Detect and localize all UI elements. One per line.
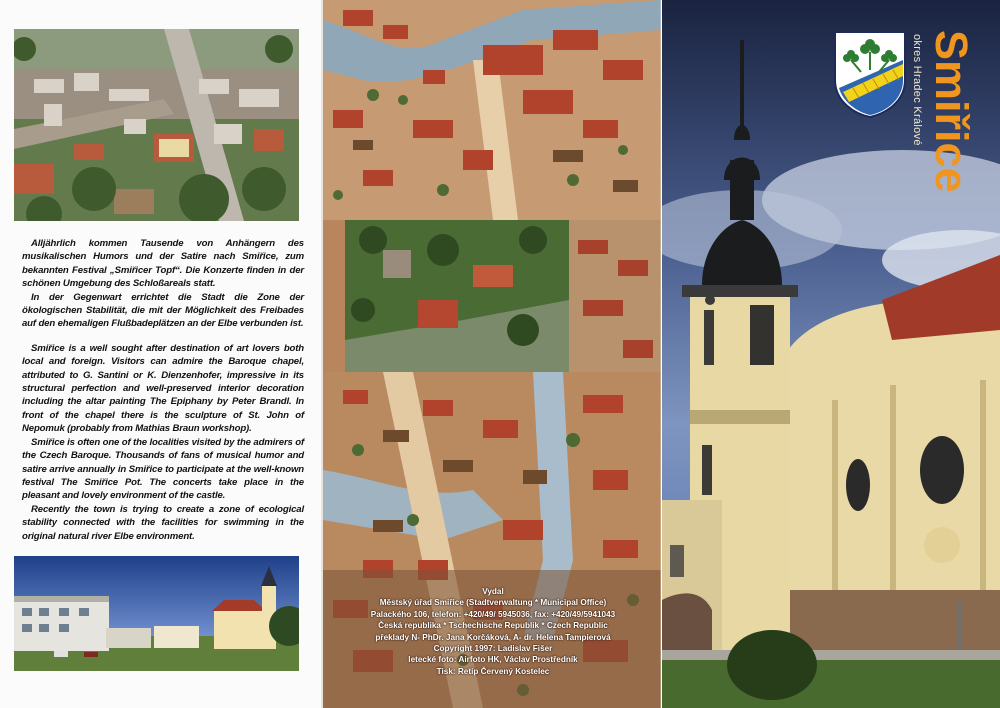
title-text: Smiřice — [926, 30, 977, 193]
en-paragraph-2: Smiřice is often one of the localities visited by the admirers of the Czech Baroque. Thousands of fans of musical humor and satire arrive annually in Smiřice to participate at the well-known festival The Smiřice Pot. The concerts take place in the pleasant and lovely environment of the castle. — [22, 436, 304, 502]
left-panel — [0, 0, 322, 708]
street-photo — [14, 556, 299, 671]
description-text — [22, 237, 304, 543]
imprint-office: Městský úřad Smiřice (Stadtverwaltung * Municipal Office) — [379, 598, 607, 608]
imprint-copyright: Copyright 1997: Ladislav Fišer — [433, 644, 553, 654]
cover-title — [922, 28, 980, 250]
subtitle-text: okres Hradec Králové — [911, 34, 923, 146]
imprint-printer: Tisk: Retip Červený Kostelec — [436, 666, 550, 676]
imprint-address: Palackého 106, telefon: +420/49/ 5945036, fax: +420/49/5941043 — [370, 609, 616, 619]
en-paragraph-3: Recently the town is trying to create a zone of ecological stability connected with the facilities for swimming in the original natural river Elbe environment. — [22, 503, 304, 542]
de-paragraph-1: Alljährlich kommen Tausende von Anhängern des musikalischen Humors und der Satire nach Smiřice, zum bekannten Festival „Smiřicer Topf“. Die Konzerte finden in der schönen Umgebung des Schloßareals statt. — [22, 238, 304, 290]
imprint-block — [343, 586, 643, 677]
de-paragraph-2: In der Gegenwart errichtet die Stadt die Zone der ökologischen Stabilität, die mit der Möglichkeit des Freibades auf den ehemaligen Flußbadeplätzen an der Elbe verbunden ist. — [22, 291, 304, 330]
imprint-aerial-photo: letecké foto: Airfoto HK, Václav Prostředník — [408, 655, 578, 665]
fold-crease — [660, 0, 662, 708]
imprint-publisher-label: Vydal — [482, 587, 504, 596]
en-paragraph-1: Smiřice is a well sought after destination of art lovers both local and foreign. Visitors can admire the Baroque chapel, attributed to G. Santini or K. Dienzenhofer, impressive in its structural perfection and well-preserved interior decoration including the altar painting The Epiphany by Peter Brandl. In front of the chapel there is the sculpture of St. John of Nepomuk (probably from Mathias Braun workshop). — [22, 342, 304, 435]
imprint-country: Česká republika * Tschechische Republik * Czech Republic — [378, 621, 608, 631]
imprint-translations: překlady N- PhDr. Jana Korčáková, A- dr. Helena Tampierová — [375, 632, 611, 642]
coat-of-arms-logo — [833, 30, 907, 118]
aerial-photo-town — [14, 29, 299, 221]
